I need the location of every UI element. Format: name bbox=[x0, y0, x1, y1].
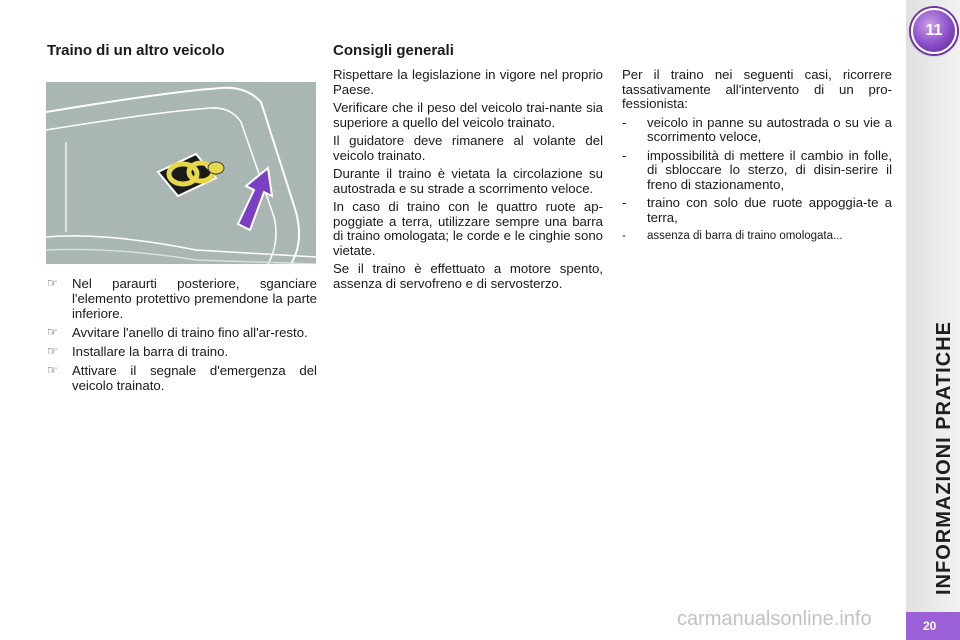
list-item bbox=[622, 196, 892, 225]
towing-steps-list bbox=[47, 276, 317, 397]
paragraph: Il guidatore deve rimanere al volante del veicolo trainato. bbox=[333, 133, 603, 163]
chapter-vertical-title: INFORMAZIONI PRATICHE bbox=[933, 321, 955, 595]
dash-marker: - bbox=[622, 230, 626, 242]
paragraph: In caso di traino con le quattro ruote ap-poggiate a terra, utilizzare sempre una barra di traino omologata; le corde e le cinghie sono vietate. bbox=[333, 199, 603, 258]
item-text: veicolo in panne su autostrada o su vie a scorrimento veloce, bbox=[647, 114, 892, 144]
pointing-hand-icon: ☞ bbox=[47, 363, 58, 377]
general-advice-text bbox=[333, 68, 603, 295]
paragraph: Rispettare la legislazione in vigore nel proprio Paese. bbox=[333, 67, 603, 97]
pointing-hand-icon: ☞ bbox=[47, 344, 58, 358]
dash-marker: - bbox=[622, 195, 627, 210]
towing-illustration bbox=[46, 82, 316, 264]
chapter-number-badge: 11 bbox=[911, 8, 957, 54]
dash-marker: - bbox=[622, 147, 627, 163]
bullet-text: Attivare il segnale d'emergenza del veicolo trainato. bbox=[72, 363, 317, 393]
bullet-text: Nel paraurti posteriore, sganciare l'elemento protettivo premendone la parte inferiore. bbox=[72, 276, 317, 321]
pointing-hand-icon: ☞ bbox=[47, 276, 58, 290]
list-item bbox=[622, 116, 892, 145]
bullet-text: Installare la barra di traino. bbox=[72, 344, 229, 359]
list-item bbox=[47, 363, 317, 393]
item-text: assenza di barra di traino omologata... bbox=[647, 230, 843, 242]
list-item bbox=[47, 325, 317, 340]
professional-towing-text bbox=[622, 68, 892, 248]
bullet-text: Avvitare l'anello di traino fino all'ar-resto. bbox=[72, 325, 308, 340]
item-text: impossibilità di mettere il cambio in folle, di sbloccare lo sterzo, di disin-serire il freno di stazionamento, bbox=[647, 147, 892, 192]
page-number: 20 bbox=[923, 619, 937, 633]
list-item bbox=[622, 149, 892, 193]
list-item bbox=[47, 276, 317, 321]
section-title-towing-another-vehicle: Traino di un altro veicolo bbox=[47, 42, 225, 59]
paragraph: Durante il traino è vietata la circolazione su autostrada e su strade a scorrimento veloce. bbox=[333, 166, 603, 196]
list-item bbox=[622, 229, 892, 244]
watermark: carmanualsonline.info bbox=[677, 608, 872, 630]
intro-paragraph: Per il traino nei seguenti casi, ricorrere tassativamente all'intervento di un pro-fessionista: bbox=[622, 67, 892, 111]
list-item bbox=[47, 344, 317, 359]
pointing-hand-icon: ☞ bbox=[47, 325, 58, 339]
item-text: traino con solo due ruote appoggia-te a terra, bbox=[647, 195, 892, 225]
rear-bumper-tow-ring-drawing bbox=[46, 82, 316, 264]
dash-marker: - bbox=[622, 114, 627, 130]
paragraph: Se il traino è effettuato a motore spento, assenza di servofreno e di servosterzo. bbox=[333, 261, 603, 291]
paragraph: Verificare che il peso del veicolo trai-nante sia superiore a quello del veicolo trainato. bbox=[333, 100, 603, 130]
section-title-general-advice: Consigli generali bbox=[333, 42, 454, 59]
